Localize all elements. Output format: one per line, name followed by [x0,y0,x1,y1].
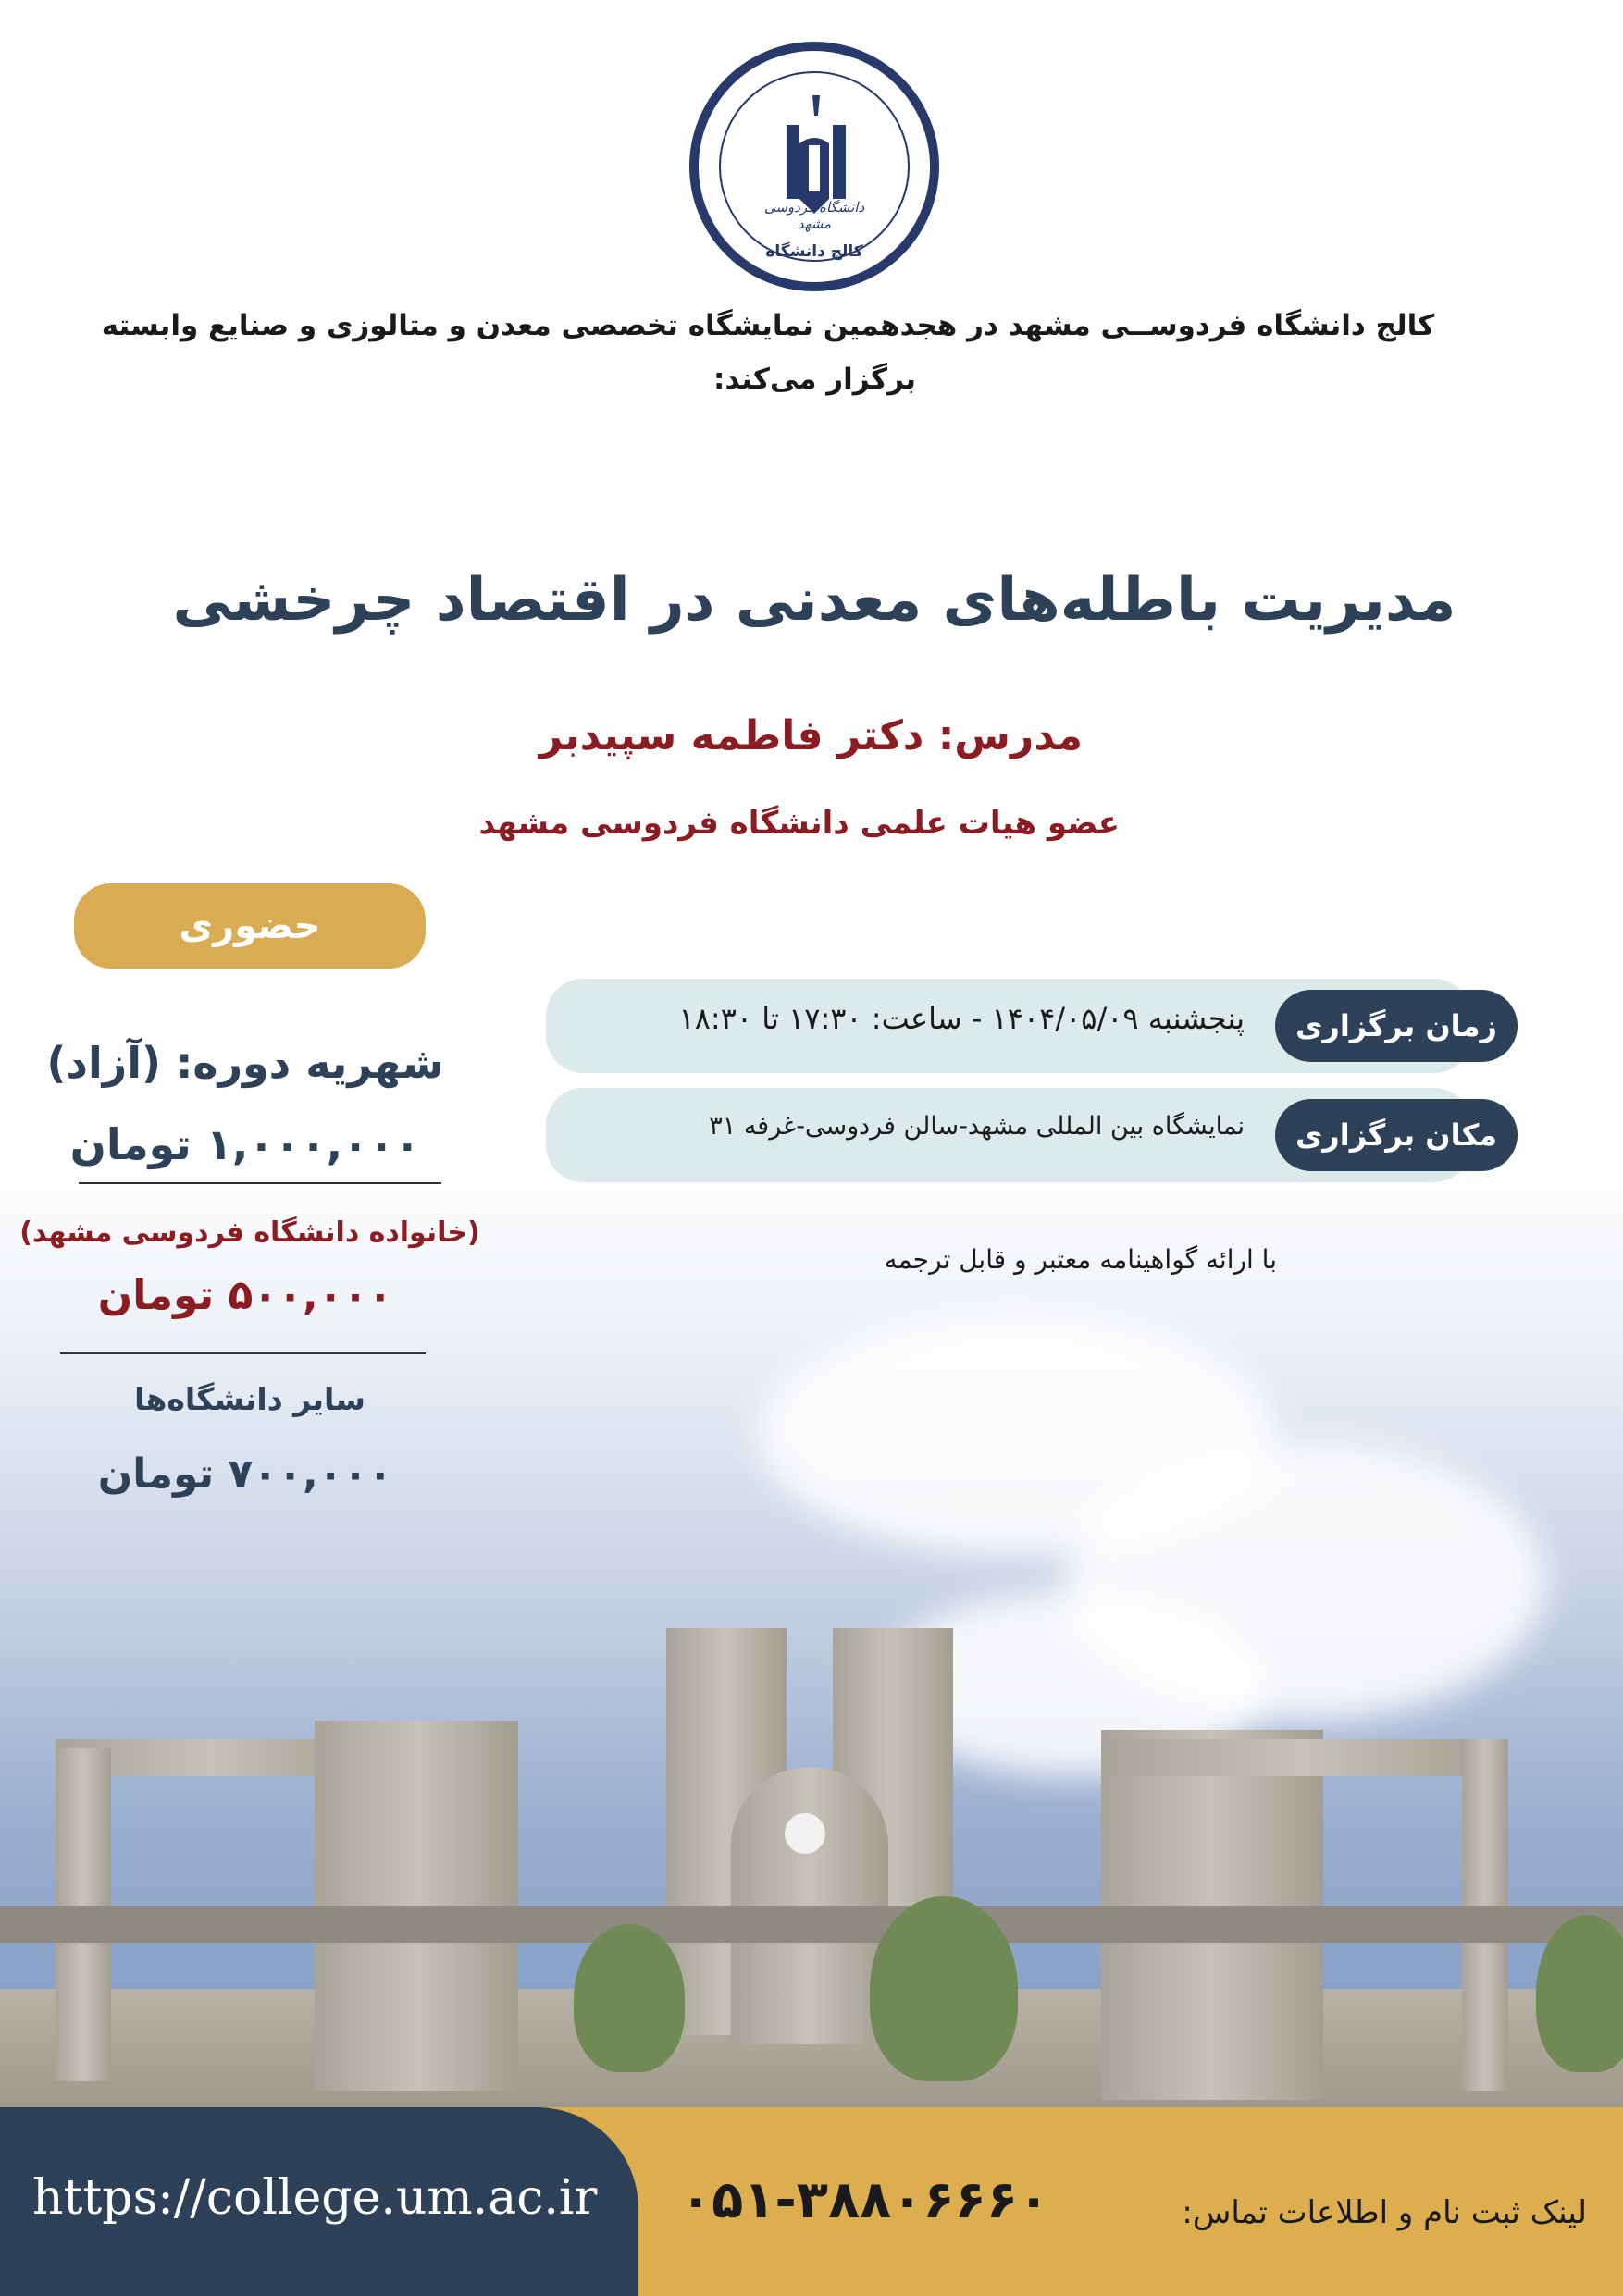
contact-label: لینک ثبت نام و اطلاعات تماس: [1182,2194,1587,2231]
certificate-note: با ارائه گواهینامه معتبر و قابل ترجمه [884,1244,1277,1275]
wall [0,1906,1623,1943]
fee-ferdowsi-label: (خانواده دانشگاه فردوسی مشهد) [19,1216,480,1249]
schedule-place-label: مکان برگزاری [1295,1117,1498,1153]
course-title: مدیریت باطله‌های معدنی در اقتصاد چرخشی [172,566,1456,635]
fee-other-price: ۷۰۰,۰۰۰ تومان [97,1450,393,1498]
schedule-time-label: زمان برگزاری [1295,1008,1497,1043]
schedule-time-label-badge [1275,990,1518,1062]
instructor-affiliation: عضو هیات علمی دانشگاه فردوسی مشهد [478,805,1120,842]
attendance-mode-label: حضوری [179,905,321,947]
website-link[interactable]: https://college.um.ac.ir [32,2170,598,2226]
right-gate-top [1101,1739,1508,1776]
logo-script-text: دانشگاه فردوسی مشهد [763,199,865,232]
tree [574,1924,685,2072]
fee-other-label: سایر دانشگاه‌ها [134,1381,365,1417]
tree [870,1896,1018,2081]
schedule-place-value: نمایشگاه بین المللی مشهد-سالن فردوسی-غرفه ۳۱ [709,1112,1245,1141]
contact-phone[interactable]: ۰۵۱-۳۸۸۰۶۶۶۰ [680,2170,1050,2230]
monument-circle [785,1813,825,1854]
schedule-place-label-badge [1275,1099,1518,1171]
intro-line-2: برگزار می‌کند: [712,363,916,396]
attendance-mode-badge [74,883,426,969]
instructor-name: مدرس: دکتر فاطمه سپیدبر [539,712,1083,759]
fee-free-price: ۱,۰۰۰,۰۰۰ تومان [69,1119,421,1169]
intro-line-1: کالج دانشگاه فردوســی مشهد در هجدهمین نمایشگاه تخصصی معدن و متالوزی و صنایع وابسته [101,309,1435,342]
fee-divider [79,1182,441,1184]
fee-divider [60,1352,426,1354]
fee-ferdowsi-price: ۵۰۰,۰۰۰ تومان [97,1272,393,1319]
fee-free-label: شهریه دوره: (آزاد) [46,1038,444,1088]
schedule-time-value: پنجشنبه ۱۴۰۴/۰۵/۰۹ - ساعت: ۱۷:۳۰ تا ۱۸:۳۰ [678,1001,1245,1036]
logo-caption: کالج دانشگاه [765,242,863,261]
